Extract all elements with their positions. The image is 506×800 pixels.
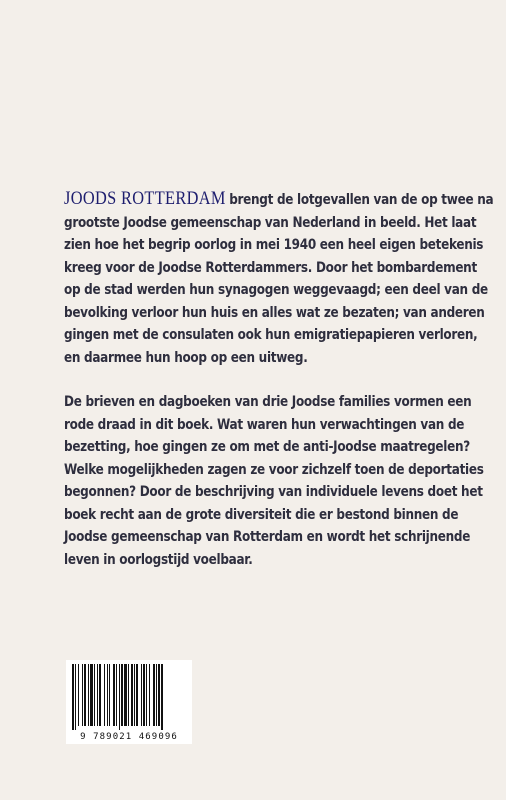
blurb-line: en daarmee hun hoop op een uitweg. bbox=[64, 349, 308, 366]
paragraph-1 bbox=[64, 188, 494, 369]
barcode-bar bbox=[161, 664, 163, 730]
blurb-line: De brieven en dagboeken van drie Joodse families vormen een bbox=[64, 394, 472, 410]
barcode-bar bbox=[153, 664, 155, 726]
barcode-bar bbox=[104, 664, 105, 726]
blurb-line: leven in oorlogstijd voelbaar. bbox=[64, 551, 253, 568]
blurb-line: kreeg voor de Joodse Rotterdammers. Door het bombardement bbox=[64, 259, 477, 276]
barcode-bar bbox=[78, 664, 79, 726]
barcode-bar bbox=[72, 664, 74, 730]
isbn-barcode bbox=[66, 660, 192, 744]
blurb-line: boek recht aan de grote diversiteit die er bestond binnen de bbox=[64, 506, 459, 523]
barcode-bar bbox=[143, 664, 145, 726]
barcode-bar bbox=[109, 664, 110, 726]
barcode-bar bbox=[107, 664, 108, 726]
barcode-bar bbox=[99, 664, 101, 726]
book-title: JOODS ROTTERDAM bbox=[64, 188, 226, 209]
blurb-line: rode draad in dit boek. Wat waren hun verwachtingen van de bbox=[64, 416, 465, 433]
barcode-bar bbox=[119, 664, 120, 730]
barcode-bar bbox=[134, 664, 135, 726]
barcode-bar bbox=[75, 664, 76, 730]
paragraph-2 bbox=[64, 391, 484, 571]
barcode-bar bbox=[131, 664, 133, 726]
barcode-bar bbox=[94, 664, 95, 726]
isbn-number: 9 789021 469096 bbox=[80, 732, 178, 742]
blurb-line: begonnen? Door de beschrijving van individuele levens doet het bbox=[64, 484, 483, 500]
blurb-line bbox=[64, 188, 494, 212]
blurb-line: bevolking verloor hun huis en alles wat ze bezaten; van anderen bbox=[64, 304, 485, 321]
barcode-bar bbox=[88, 664, 89, 726]
barcode-bar bbox=[141, 664, 142, 726]
barcode-bar bbox=[128, 664, 129, 726]
blurb-line: zien hoe het begrip oorlog in mei 1940 een heel eigen betekenis bbox=[64, 237, 484, 253]
barcode-bar bbox=[136, 664, 138, 726]
barcode-bar bbox=[146, 664, 147, 726]
barcode-bar bbox=[82, 664, 83, 726]
barcode-bar bbox=[156, 664, 157, 726]
blurb-line: Welke mogelijkheden zagen ze voor zichzelf toen de deportaties bbox=[64, 461, 484, 478]
barcode-bar bbox=[90, 664, 93, 726]
barcode-bar bbox=[121, 664, 123, 726]
barcode-bar bbox=[113, 664, 115, 726]
blurb-line: Joodse gemeenschap van Rotterdam en wordt het schrijnende bbox=[64, 529, 471, 545]
blurb-line: bezetting, hoe gingen ze om met de anti-Joodse maatregelen? bbox=[64, 439, 470, 455]
barcode-bar bbox=[116, 664, 117, 726]
blurb-line-text: brengt de lotgevallen van de op twee na bbox=[229, 192, 494, 208]
barcode-bar bbox=[158, 664, 160, 726]
blurb-line: op de stad werden hun synagogen weggevaagd; een deel van de bbox=[64, 282, 488, 298]
barcode-bar bbox=[97, 664, 98, 726]
barcode-bar bbox=[124, 664, 127, 726]
barcode-bar bbox=[149, 664, 150, 726]
back-cover-blurb bbox=[64, 188, 494, 571]
blurb-line: grootste Joodse gemeenschap van Nederland in beeld. Het laat bbox=[64, 214, 477, 231]
barcode-bar bbox=[84, 664, 86, 726]
blurb-line: gingen met de consulaten ook hun emigratiepapieren verloren, bbox=[64, 327, 478, 343]
